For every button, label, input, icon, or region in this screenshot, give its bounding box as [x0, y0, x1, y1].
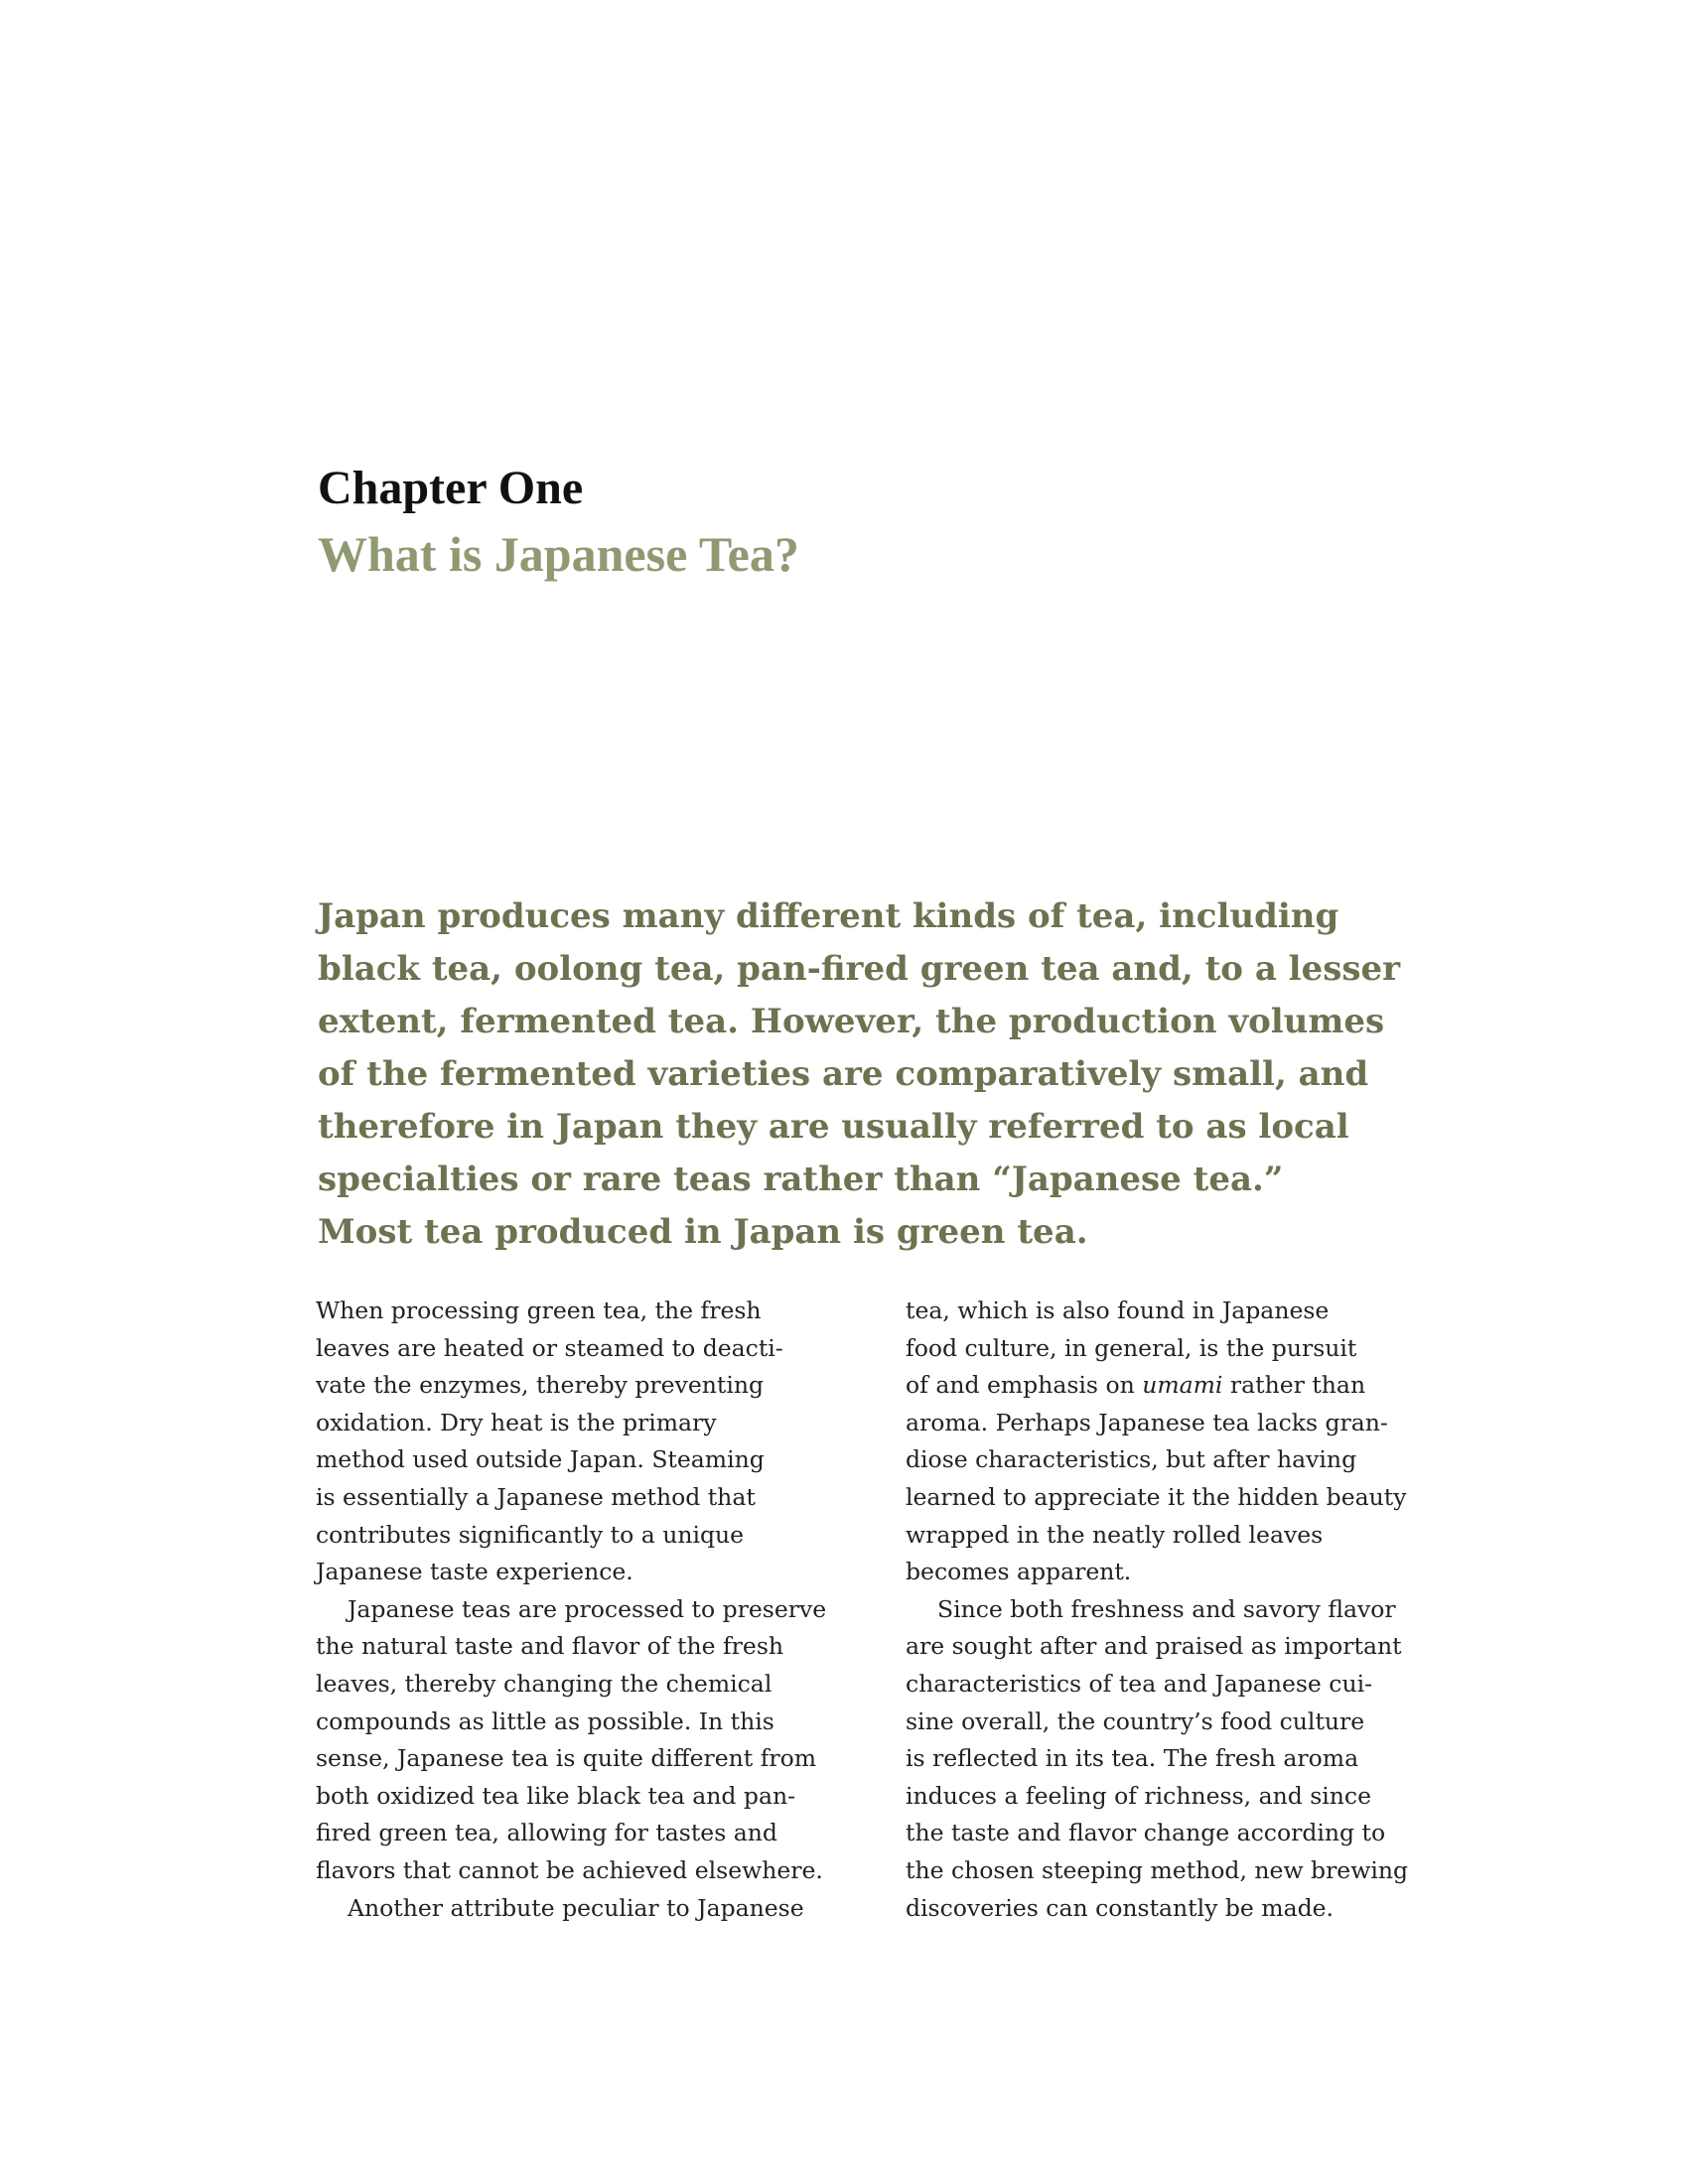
umami-term: umami	[1142, 1371, 1223, 1400]
body-line: the chosen steeping method, new brewing	[906, 1855, 1409, 1884]
body-line: aroma. Perhaps Japanese tea lacks gran-	[906, 1408, 1388, 1436]
body-line: tea, which is also found in Japanese	[906, 1297, 1330, 1324]
intro-line: black tea, oolong tea, pan-fired green tea and, to a lesser	[318, 949, 1401, 989]
intro-paragraph	[318, 890, 1430, 1259]
body-line: Another attribute peculiar to Japanese	[348, 1893, 804, 1922]
body-line: food culture, in general, is the pursuit	[906, 1333, 1357, 1362]
body-text: rather than	[1222, 1371, 1366, 1400]
body-line: oxidation. Dry heat is the primary	[316, 1408, 717, 1436]
body-line: learned to appreciate it the hidden beauty	[906, 1482, 1407, 1511]
body-line: compounds as little as possible. In this	[316, 1706, 774, 1735]
intro-line: specialties or rare teas rather than “Japanese tea.”	[318, 1160, 1284, 1199]
chapter-label: Chapter One	[318, 462, 584, 514]
body-line: flavors that cannot be achieved elsewhere.	[316, 1855, 823, 1884]
body-line: Since both freshness and savory flavor	[937, 1594, 1396, 1623]
body-column-right	[906, 1293, 1442, 1927]
body-line: sine overall, the country’s food culture	[906, 1706, 1365, 1735]
body-line: induces a feeling of richness, and since	[906, 1781, 1372, 1810]
body-line: the natural taste and flavor of the fresh	[316, 1632, 784, 1661]
intro-line: Japan produces many different kinds of tea, including	[318, 896, 1339, 936]
body-line: discoveries can constantly be made.	[906, 1893, 1335, 1922]
body-line: When processing green tea, the fresh	[316, 1297, 762, 1324]
intro-line: Most tea produced in Japan is green tea.	[318, 1212, 1088, 1252]
body-line: becomes apparent.	[906, 1558, 1132, 1586]
body-line: fired green tea, allowing for tastes and	[316, 1819, 777, 1847]
body-column-left	[316, 1293, 852, 1927]
body-line: vate the enzymes, thereby preventing	[316, 1371, 765, 1400]
body-line: leaves, thereby changing the chemical	[316, 1669, 773, 1698]
body-line: wrapped in the neatly rolled leaves	[906, 1520, 1324, 1549]
body-line: sense, Japanese tea is quite different from	[316, 1744, 817, 1773]
body-line	[906, 1367, 1442, 1405]
body-line: method used outside Japan. Steaming	[316, 1445, 765, 1474]
body-line: Japanese teas are processed to preserve	[348, 1594, 827, 1623]
body-text: of and emphasis on	[906, 1371, 1143, 1400]
chapter-title: What is Japanese Tea?	[318, 526, 799, 582]
body-line: are sought after and praised as important	[906, 1632, 1402, 1661]
body-line: diose characteristics, but after having	[906, 1445, 1357, 1474]
body-line: characteristics of tea and Japanese cui-	[906, 1669, 1373, 1698]
body-line: Japanese taste experience.	[316, 1558, 633, 1586]
body-line: leaves are heated or steamed to deacti-	[316, 1333, 783, 1362]
intro-line: therefore in Japan they are usually referred to as local	[318, 1107, 1349, 1147]
intro-line: extent, fermented tea. However, the production volumes	[318, 1002, 1385, 1041]
body-line: is essentially a Japanese method that	[316, 1482, 756, 1511]
body-line: the taste and flavor change according to	[906, 1819, 1386, 1847]
intro-line: of the fermented varieties are comparatively small, and	[318, 1054, 1369, 1094]
body-line: both oxidized tea like black tea and pan-	[316, 1781, 796, 1810]
body-line: contributes significantly to a unique	[316, 1520, 745, 1549]
body-line: is reflected in its tea. The fresh aroma	[906, 1744, 1359, 1773]
